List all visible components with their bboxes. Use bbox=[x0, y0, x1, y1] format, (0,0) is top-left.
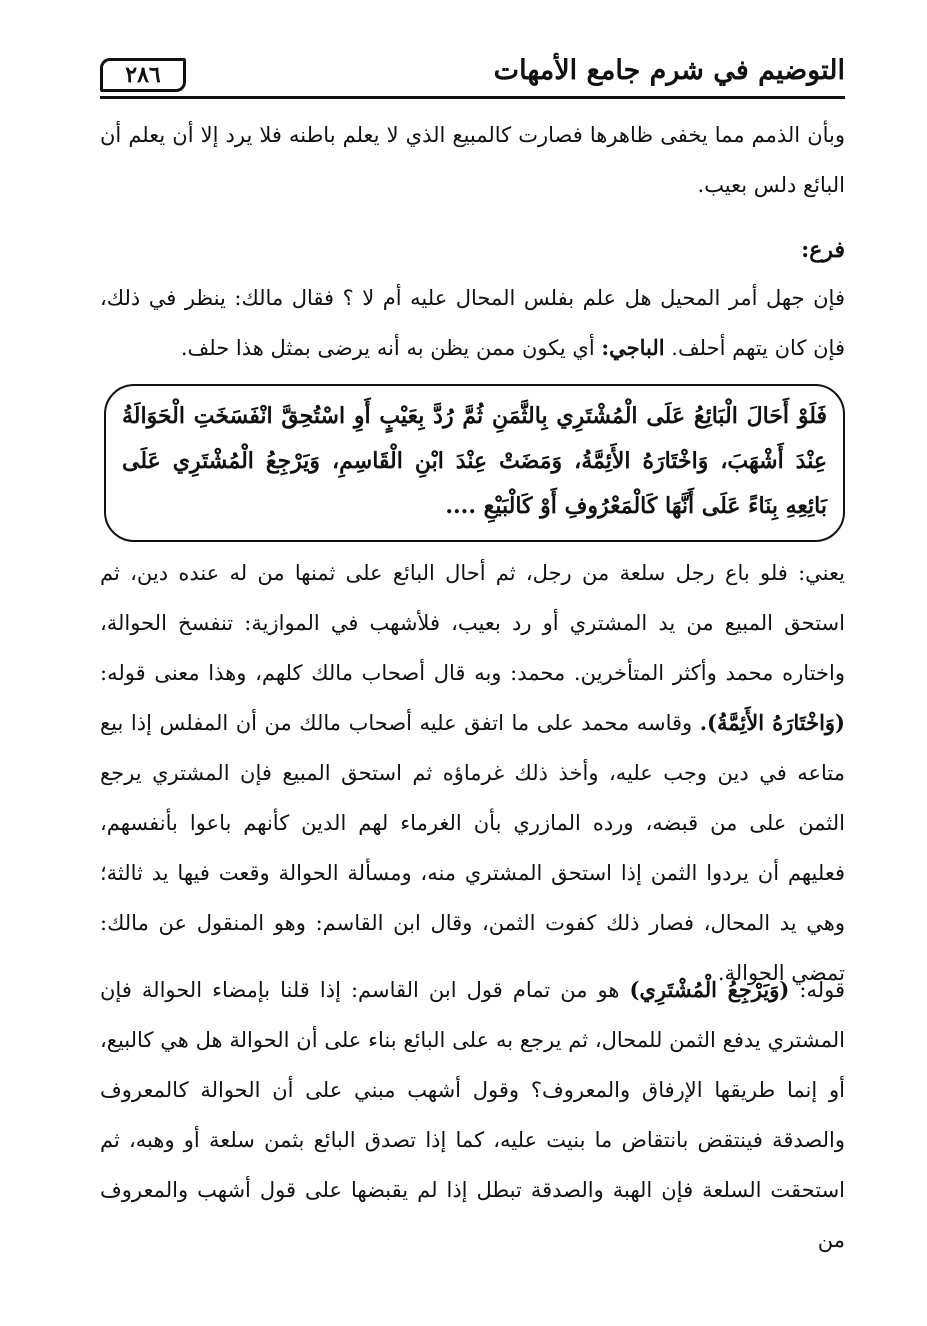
paragraph-3-text-after: وقاسه محمد على ما اتفق عليه أصحاب مالك من أن المفلس إذا بيع متاعه في دين وجب عليه، وأخذ ذلك غرماؤه ثم استحق المبيع فإن المشتري يرجع الثمن على من قبضه، ورده المازري بأن الغرماء لهم الدين كأنهم باعوا بأنفسهم، فعليهم أن يردوا الثمن إذا استحق المشتري منه، ومسألة الحوالة وقعت فيها يد ثالثة؛ وهي يد المحال، فصار ذلك كفوت الثمن، وقال ابن القاسم: وهو المنقول عن مالك: تمضي الحوالة. bbox=[100, 711, 845, 985]
scholar-name: الباجي: bbox=[601, 335, 665, 360]
paragraph-3-text-before: يعني: فلو باع رجل سلعة من رجل، ثم أحال البائع على ثمنها من له عنده دين، ثم استحق المبيع من يد المشتري أو رد بعيب، فلأشهب في الموازية: تنفسخ الحوالة، واختاره محمد وأكثر المتأخرين. محمد: وبه قال أصحاب مالك كلهم، وهذا معنى قوله: bbox=[100, 561, 845, 685]
matn-box: فَلَوْ أَحَالَ الْبَائِعُ عَلَى الْمُشْتَرِي بِالثَّمَنِ ثُمَّ رُدَّ بِعَيْبٍ أَوِ اسْتُحِقَّ انْفَسَخَتِ الْحَوَالَةُ عِنْدَ أَشْهَبَ، وَاخْتَارَهُ الأَئِمَّةُ، وَمَضَتْ عِنْدَ ابْنِ الْقَاسِمِ، وَيَرْجِعُ الْمُشْتَرِي عَلَى بَائِعِهِ بِنَاءً عَلَى أَنَّهَا كَالْمَعْرُوفِ أَوْ كَالْبَيْعِ .... bbox=[104, 384, 845, 542]
paragraph-2 bbox=[100, 273, 845, 373]
paragraph-2-text-after: أي يكون ممن يظن به أنه يرضى بمثل هذا حلف. bbox=[180, 336, 595, 360]
matn-quote: (وَيَرْجِعُ الْمُشْتَرِي) bbox=[629, 977, 790, 1002]
matn-quote: (وَاخْتَارَهُ الأَئِمَّةُ). bbox=[699, 710, 845, 735]
paragraph-3 bbox=[100, 548, 845, 998]
paragraph-4-text-after: هو من تمام قول ابن القاسم: إذا قلنا بإمضاء الحوالة فإن المشتري يدفع الثمن للمحال، ثم يرجع به على البائع بناء على أن الحوالة هل هي كالبيع، أو إنما طريقها الإرفاق والمعروف؟ وقول أشهب مبني على أن الحوالة كالمعروف والصدقة فينتقض بانتقاض ما بنيت عليه، كما إذا تصدق البائع بثمن سلعة أو وهبه، ثم استحقت السلعة فإن الهبة والصدقة تبطل إذا لم يقبضها على قول أشهب والمعروف من bbox=[100, 978, 845, 1252]
running-title: التوضيم في شرم جامع الأمهات bbox=[493, 55, 845, 86]
section-heading: فرع: bbox=[801, 237, 845, 263]
paragraph-4-text-before: قوله: bbox=[799, 978, 845, 1002]
paragraph-1: وبأن الذمم مما يخفى ظاهرها فصارت كالمبيع الذي لا يعلم باطنه فلا يرد إلا أن يعلم أن البائع دلس بعيب. bbox=[100, 123, 845, 197]
page-number: ٢٨٦ bbox=[100, 58, 186, 92]
paragraph-4 bbox=[100, 965, 845, 1265]
header-rule bbox=[100, 96, 845, 99]
paragraph-2-text-before: فإن جهل أمر المحيل هل علم بفلس المحال عليه أم لا ؟ فقال مالك: ينظر في ذلك، فإن كان يتهم أحلف. bbox=[100, 286, 845, 360]
page-header bbox=[100, 50, 845, 98]
